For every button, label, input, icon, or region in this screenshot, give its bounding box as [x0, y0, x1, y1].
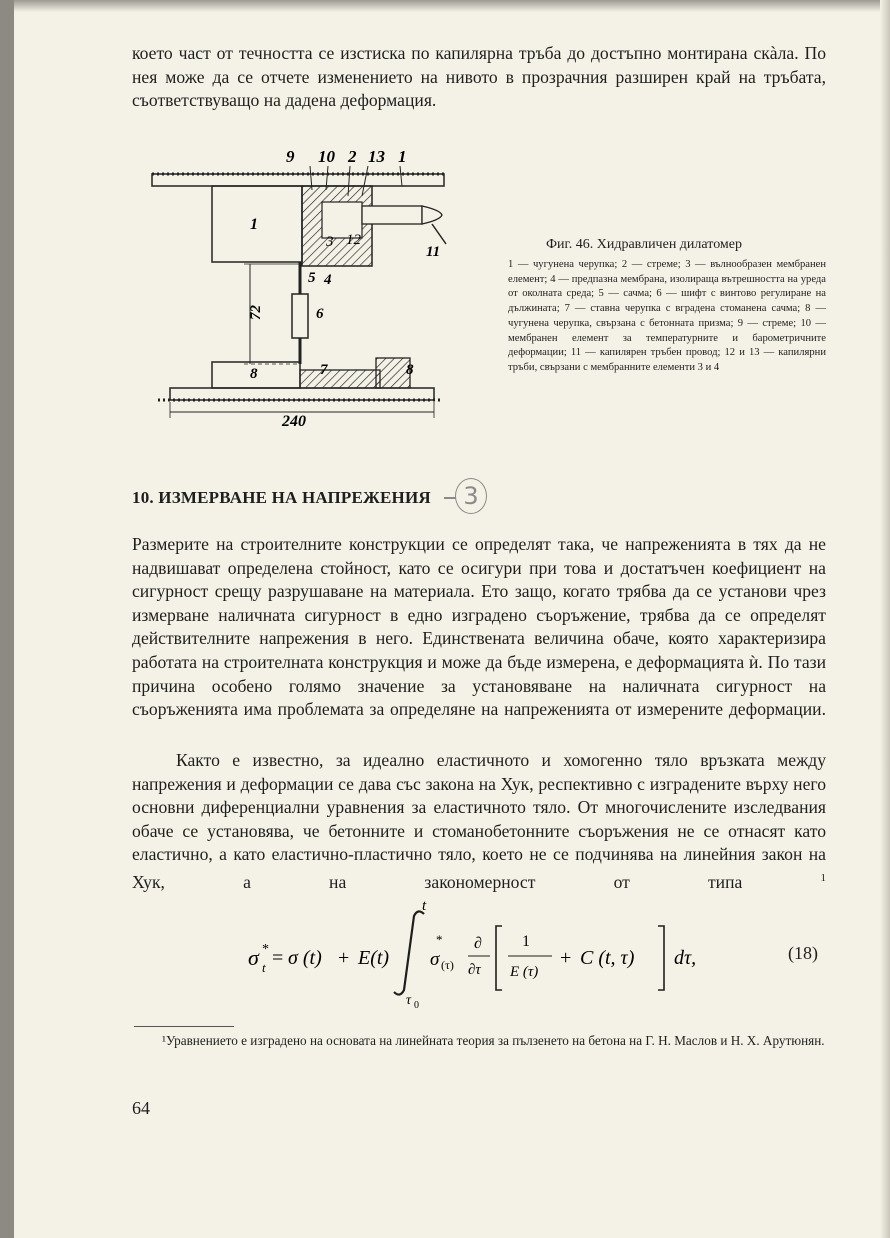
- formula-C-term: C (t, τ): [580, 947, 635, 969]
- page-shadow-right: [880, 0, 890, 1238]
- bracket-right: [658, 926, 664, 990]
- label-8b: 8: [406, 362, 414, 378]
- label-12: 12: [346, 232, 361, 248]
- dilatometer-figure: [150, 144, 450, 434]
- screw-6: [292, 294, 308, 338]
- formula-sigma-t: σ (t): [288, 947, 322, 969]
- bracket-left: [496, 926, 502, 990]
- formula-18: [246, 890, 786, 1010]
- label-4: 4: [324, 272, 332, 288]
- formula-E-t: E(t): [358, 947, 390, 969]
- paragraph-1: Размерите на строителните конструкции се определят така, че напреженията в тях да не надвишават определена стойност, като се осигури при това и достатъчен коефициент на сигурност срещу разрушаване на материала. Ето защо, когато трябва да се установи чрез измерване наличната сигурност в едно изградено съоръжение, трябва да се определят действителните напрежения в него. Единствената величина обаче, която характеризира работата на строителната конструкция и може да бъде измерена, е деформацията ѝ. По тази причина особено голямо значение за установяване на наличната сигурност на съоръженията има проблемата за определяне на напреженията от измерените деформации.: [132, 534, 826, 720]
- formula-number: (18): [788, 943, 818, 963]
- label-240: 240: [282, 413, 306, 430]
- formula-lhs-sigma: σ: [248, 945, 259, 970]
- formula-d-tau: dτ,: [674, 947, 697, 969]
- paragraph-top: което част от течността се изстиска по капилярна тръба до достъпно монтирана скàла. По нея може да се отчете изменението на нивото в прозрачния разширен край на тръбата, съответствуващо на дадена деформация.: [132, 43, 826, 111]
- page-binding-edge: [0, 0, 14, 1238]
- label-9: 9: [286, 147, 295, 166]
- formula-sigma-tau-sub: (τ): [441, 958, 454, 972]
- footnote-rule: [134, 1026, 234, 1027]
- formula-eq: =: [272, 947, 284, 969]
- label-body-1: 1: [250, 216, 258, 233]
- base-plate: [170, 388, 434, 400]
- label-6: 6: [316, 306, 324, 322]
- label-11: 11: [426, 244, 441, 260]
- formula-plus-1: +: [338, 947, 350, 969]
- label-13: 13: [368, 147, 385, 166]
- formula-lhs-star: *: [262, 942, 269, 957]
- formula-frac-den: E (τ): [510, 964, 539, 980]
- label-10: 10: [318, 147, 335, 166]
- figure-caption-title: Фиг. 46. Хидравличен дилатомер: [546, 237, 742, 252]
- footnote-ref: 1: [820, 871, 826, 884]
- page-shadow-top: [0, 0, 890, 12]
- formula-sigma-tau-star: *: [436, 932, 443, 947]
- integral-sign: [394, 911, 424, 994]
- label-7: 7: [320, 362, 328, 378]
- label-2: 2: [348, 147, 357, 166]
- label-8a: 8: [250, 366, 258, 382]
- formula-int-lower-sub: 0: [414, 1000, 419, 1010]
- formula-frac-num: 1: [522, 933, 530, 950]
- label-72: 72: [248, 305, 264, 320]
- formula-d-num: ∂: [474, 935, 482, 952]
- formula-sigma-tau: σ: [430, 949, 440, 970]
- paragraph-2-text: Както е известно, за идеално еластичното и хомогенно тяло връзката между напрежения и деформации се дава със закона на Хук, респективно с изградените върху него основни диференциални уравнения за еластичното тяло. От многочислените изследвания обаче се установява, че бетонните и стоманобетонните съоръжения не се отнасят като еластично, а като еластично-пластично тяло, което не се подчинява на линейния закон на Хук, а на закономерност от типа: [132, 750, 826, 892]
- label-1: 1: [398, 147, 407, 166]
- formula-int-upper: t: [422, 898, 427, 914]
- formula-int-lower: τ: [406, 993, 412, 1008]
- formula-d-den: ∂τ: [468, 962, 481, 978]
- page-number: 64: [132, 1098, 150, 1118]
- label-5: 5: [308, 270, 316, 286]
- formula-lhs-sub: t: [262, 960, 266, 975]
- label-3: 3: [326, 234, 334, 250]
- section-heading: 10. ИЗМЕРВАНЕ НА НАПРЕЖЕНИЯ: [132, 488, 431, 507]
- footnote: ¹Уравнението е изградено на основата на линейната теория за пълзенето на бетона на Г. Н. Маслов и Н. Х. Арутюнян.: [162, 1033, 825, 1048]
- handwritten-circled-number: 3: [455, 478, 487, 514]
- paragraph-2: [132, 749, 826, 894]
- formula-plus-2: +: [560, 947, 572, 969]
- top-bar: [152, 174, 444, 186]
- figure-caption-body: 1 — чугунена черупка; 2 — стреме; 3 — вълнообразен мембранен елемент; 4 — предпазна мембрана, изолираща вътрешността на уреда от околната среда; 5 — сачма; 6 — шифт с винтово регулиране на дължината; 7 — ставна черупка с вградена стоманена сачма; 8 — чугунена черупка, свързана с бетонната призма; 9 — стреме; 10 — мембранен елемент за температурните и барометричните деформации; 11 — капилярен тръбен провод; 12 и 13 — капилярни тръби, свързани с мембранните елементи 3 и 4: [508, 259, 826, 373]
